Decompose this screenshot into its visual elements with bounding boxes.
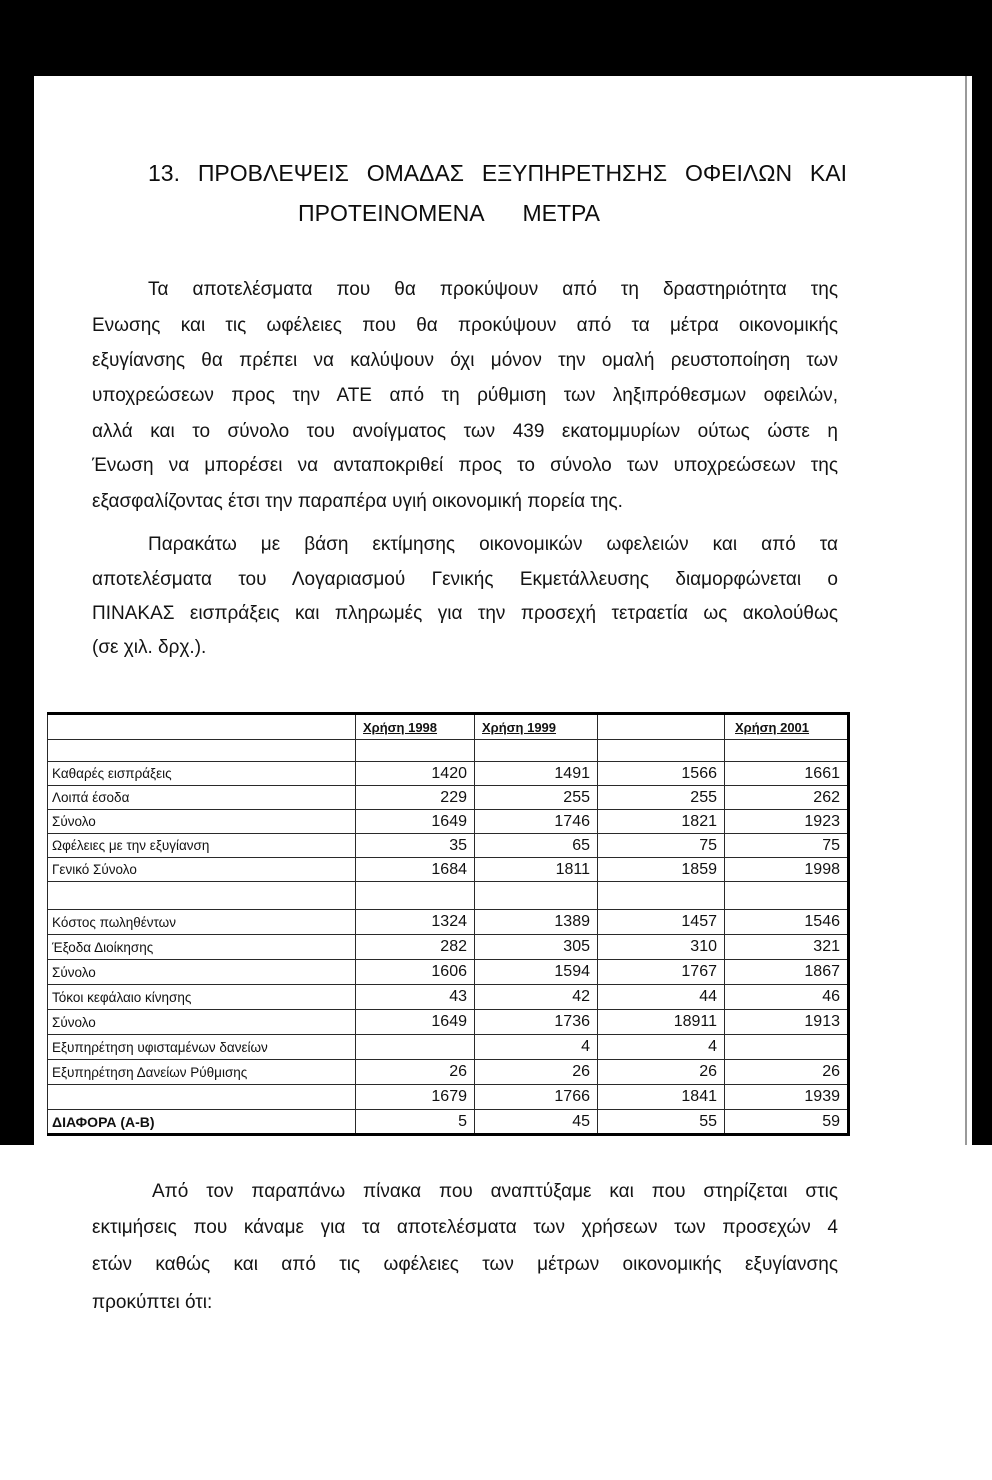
receipts-payments-table: [47, 712, 850, 1136]
value-col-2001: 59: [725, 1110, 849, 1135]
scan-edge-line: [965, 76, 967, 1145]
paragraph-line: Τα αποτελέσματα που θα προκύψουν από τη δραστηριότητα της: [148, 279, 838, 300]
spacer-cell: [356, 882, 475, 910]
value-col-unlabeled: 55: [598, 1110, 725, 1135]
spacer-cell: [356, 740, 475, 762]
value-col-2001: 1546: [725, 910, 849, 935]
spacer-cell: [475, 740, 598, 762]
value-col-unlabeled: 1457: [598, 910, 725, 935]
row-label: Έξοδα Διοίκησης: [48, 935, 356, 960]
table-row: [48, 858, 849, 882]
table-row: [48, 910, 849, 935]
value-col-unlabeled: 1821: [598, 810, 725, 834]
value-col-1998: 5: [356, 1110, 475, 1135]
paragraph-line: Από τον παραπάνω πίνακα που αναπτύξαμε και που στηρίζεται στις: [152, 1181, 838, 1202]
value-col-2001: 321: [725, 935, 849, 960]
value-col-2001: 1998: [725, 858, 849, 882]
value-col-2001: 1939: [725, 1085, 849, 1110]
value-col-1998: 43: [356, 985, 475, 1010]
value-col-1999: 26: [475, 1060, 598, 1085]
scan-border-top: [0, 0, 992, 76]
header-year-1999: Χρήση 1999: [475, 714, 598, 740]
row-label: Σύνολο: [48, 810, 356, 834]
value-col-1999: 42: [475, 985, 598, 1010]
row-label: ΔΙΑΦΟΡΑ (Α-Β): [48, 1110, 356, 1135]
table-header-row: [48, 714, 849, 740]
value-col-1999: 305: [475, 935, 598, 960]
value-col-1999: 65: [475, 834, 598, 858]
row-label: Εξυπηρέτηση Δανείων Ρύθμισης: [48, 1060, 356, 1085]
header-year-1998: Χρήση 1998: [356, 714, 475, 740]
table-row: [48, 834, 849, 858]
spacer-cell: [48, 882, 356, 910]
table-row: [48, 960, 849, 985]
paragraph-line: (σε χιλ. δρχ.).: [92, 637, 207, 658]
header-unlabeled-column: [598, 714, 725, 740]
paragraph-line: Ένωση να μπορέσει να ανταποκριθεί προς το σύνολο των υποχρεώσεων της: [92, 455, 838, 476]
table-row: [48, 935, 849, 960]
value-col-1999: 45: [475, 1110, 598, 1135]
paragraph-line: εξασφαλίζοντας έτσι την παραπέρα υγιή οικονομική πορεία της.: [92, 491, 623, 512]
value-col-1999: 1811: [475, 858, 598, 882]
value-col-2001: 1913: [725, 1010, 849, 1035]
value-col-1998: [356, 1035, 475, 1060]
section-title-line-1: 13. ΠΡΟΒΛΕΨΕΙΣ ΟΜΑΔΑΣ ΕΞΥΠΗΡΕΤΗΣΗΣ ΟΦΕΙΛΩΝ ΚΑΙ: [148, 160, 847, 186]
value-col-1998: 1420: [356, 762, 475, 786]
value-col-1998: 229: [356, 786, 475, 810]
value-col-1999: 1736: [475, 1010, 598, 1035]
spacer-cell: [598, 882, 725, 910]
value-col-1998: 1606: [356, 960, 475, 985]
paragraph-line: προκύπτει ότι:: [92, 1292, 213, 1313]
value-col-unlabeled: 26: [598, 1060, 725, 1085]
value-col-1998: 1649: [356, 1010, 475, 1035]
row-label: Λοιπά έσοδα: [48, 786, 356, 810]
value-col-1998: 1679: [356, 1085, 475, 1110]
value-col-unlabeled: 1841: [598, 1085, 725, 1110]
value-col-1999: 1594: [475, 960, 598, 985]
table-row: [48, 1035, 849, 1060]
row-label: Εξυπηρέτηση υφισταμένων δανείων: [48, 1035, 356, 1060]
value-col-unlabeled: 1767: [598, 960, 725, 985]
spacer-cell: [598, 740, 725, 762]
table-row-difference: [48, 1110, 849, 1135]
value-col-2001: 26: [725, 1060, 849, 1085]
header-label-column: [48, 714, 356, 740]
value-col-1998: 1649: [356, 810, 475, 834]
paragraph-line: αλλά και το σύνολο του ανοίγματος των 439 εκατομμυρίων ούτως ώστε η: [92, 421, 838, 442]
value-col-2001: 75: [725, 834, 849, 858]
value-col-unlabeled: 44: [598, 985, 725, 1010]
value-col-unlabeled: 1566: [598, 762, 725, 786]
paragraph-line: αποτελέσματα του Λογαριασμού Γενικής Εκμετάλλευσης διαμορφώνεται ο: [92, 569, 838, 590]
spacer-cell: [725, 882, 849, 910]
table-row: [48, 762, 849, 786]
paragraph-line: εξυγίανσης θα πρέπει να καλύψουν όχι μόνον την ομαλή ρευστοποίηση των: [92, 350, 838, 371]
value-col-2001: 46: [725, 985, 849, 1010]
paragraph-line: εκτιμήσεις που κάναμε για τα αποτελέσματα των χρήσεων των προσεχών 4: [92, 1217, 838, 1238]
value-col-1999: 1491: [475, 762, 598, 786]
value-col-1998: 1684: [356, 858, 475, 882]
table-row: [48, 1060, 849, 1085]
value-col-unlabeled: 18911: [598, 1010, 725, 1035]
value-col-1999: 255: [475, 786, 598, 810]
spacer-cell: [475, 882, 598, 910]
value-col-unlabeled: 75: [598, 834, 725, 858]
table-row: [48, 985, 849, 1010]
row-label: Ωφέλειες με την εξυγίανση: [48, 834, 356, 858]
value-col-2001: 1923: [725, 810, 849, 834]
value-col-2001: [725, 1035, 849, 1060]
value-col-1998: 35: [356, 834, 475, 858]
table-spacer-row: [48, 740, 849, 762]
table-spacer-row: [48, 882, 849, 910]
value-col-unlabeled: 310: [598, 935, 725, 960]
spacer-cell: [725, 740, 849, 762]
paragraph-line: ετών καθώς και από τις ωφέλειες των μέτρων οικονομικής εξυγίανσης: [92, 1254, 838, 1275]
paragraph-line: Παρακάτω με βάση εκτίμησης οικονομικών ωφελειών και από τα: [148, 534, 838, 555]
spacer-cell: [48, 740, 356, 762]
paragraph-line: Ενωσης και τις ωφέλειες που θα προκύψουν από τα μέτρα οικονομικής: [92, 315, 838, 336]
paragraph-line: υποχρεώσεων προς την ΑΤΕ από τη ρύθμιση των ληξιπρόθεσμων οφειλών,: [92, 385, 838, 406]
value-col-1999: 1746: [475, 810, 598, 834]
row-label: Σύνολο: [48, 1010, 356, 1035]
section-title-line-2: ΠΡΟΤΕΙΝΟΜΕΝΑ ΜΕΤΡΑ: [298, 200, 600, 226]
value-col-2001: 1867: [725, 960, 849, 985]
value-col-1998: 26: [356, 1060, 475, 1085]
value-col-1999: 1389: [475, 910, 598, 935]
value-col-2001: 262: [725, 786, 849, 810]
value-col-unlabeled: 4: [598, 1035, 725, 1060]
scan-border-right: [972, 0, 992, 1145]
header-year-2001: Χρήση 2001: [725, 714, 849, 740]
paragraph-line: ΠΙΝΑΚΑΣ εισπράξεις και πληρωμές για την προσεχή τετραετία ως ακολούθως: [92, 603, 838, 624]
value-col-1999: 4: [475, 1035, 598, 1060]
value-col-2001: 1661: [725, 762, 849, 786]
value-col-1999: 1766: [475, 1085, 598, 1110]
table-row: [48, 1010, 849, 1035]
value-col-1998: 282: [356, 935, 475, 960]
table-row: [48, 810, 849, 834]
row-label: Γενικό Σύνολο: [48, 858, 356, 882]
table-row: [48, 786, 849, 810]
table-row: [48, 1085, 849, 1110]
value-col-unlabeled: 255: [598, 786, 725, 810]
row-label: Τόκοι κεφάλαιο κίνησης: [48, 985, 356, 1010]
row-label: Καθαρές εισπράξεις: [48, 762, 356, 786]
scan-border-left: [0, 0, 34, 1145]
row-label: Κόστος πωληθέντων: [48, 910, 356, 935]
value-col-unlabeled: 1859: [598, 858, 725, 882]
row-label: [48, 1085, 356, 1110]
row-label: Σύνολο: [48, 960, 356, 985]
value-col-1998: 1324: [356, 910, 475, 935]
